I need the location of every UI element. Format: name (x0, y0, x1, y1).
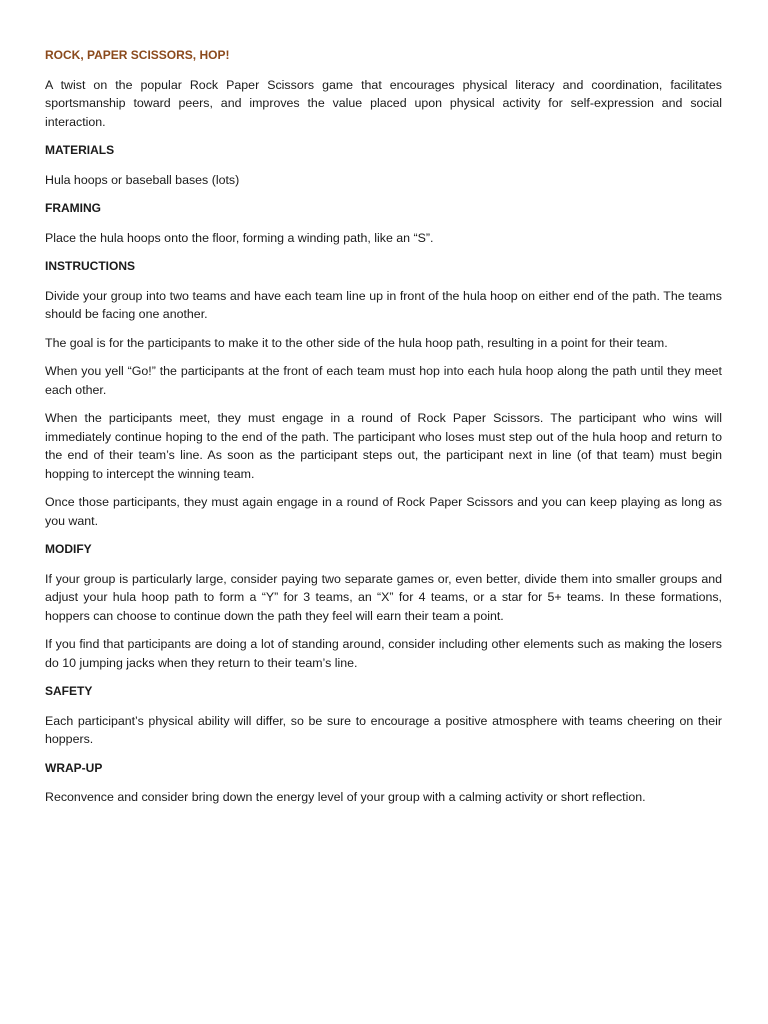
modify-heading: MODIFY (45, 542, 92, 556)
framing-text: Place the hula hoops onto the floor, forming a winding path, like an “S”. (45, 230, 434, 245)
intro-paragraph: A twist on the popular Rock Paper Scissors game that encourages physical literacy and coordination, facilitates sportsmanship toward peers, and improves the value placed upon physical activity for self-expression and social interaction. (45, 77, 722, 129)
safety-text: Each participant’s physical ability will differ, so be sure to encourage a positive atmosphere with teams cheering on their hoppers. (45, 713, 722, 746)
instructions-paragraph: When the participants meet, they must engage in a round of Rock Paper Scissors. The participant who wins will immediately continue hoping to the end of the path. The participant who loses must step out of the hula hoop and return to the end of their team’s line. As soon as the participant steps out, the participant next in line (of that team) must begin hopping to intercept the winning team. (45, 411, 722, 481)
wrapup-text: Reconvence and consider bring down the energy level of your group with a calming activity or short reflection. (45, 790, 646, 804)
modify-paragraph: If you find that participants are doing a lot of standing around, consider including other elements such as making the losers do 10 jumping jacks when they return to their team’s line. (45, 637, 722, 670)
instructions-paragraph: When you yell “Go!” the participants at the front of each team must hop into each hula hoop along the path until they meet each other. (45, 364, 722, 397)
wrapup-heading: WRAP-UP (45, 760, 103, 775)
safety-heading: SAFETY (45, 684, 93, 698)
instructions-paragraph: Once those participants, they must again engage in a round of Rock Paper Scissors and you can keep playing as long as you want. (45, 495, 722, 528)
framing-heading: FRAMING (45, 201, 101, 215)
instructions-heading: INSTRUCTIONS (45, 259, 135, 273)
document-page (45, 46, 722, 817)
materials-heading: MATERIALS (45, 143, 115, 157)
instructions-paragraph: The goal is for the participants to make it to the other side of the hula hoop path, resulting in a point for their team. (45, 335, 668, 350)
instructions-paragraph: Divide your group into two teams and have each team line up in front of the hula hoop on either end of the path. The teams should be facing one another. (45, 288, 722, 321)
document-title: ROCK, PAPER SCISSORS, HOP! (45, 48, 230, 62)
modify-paragraph: If your group is particularly large, consider paying two separate games or, even better, divide them into smaller groups and adjust your hula hoop path to form a “Y” for 3 teams, an “X” for 4 teams, or a star for 5+ teams. In these formations, hoppers can choose to continue down the path they feel will earn their team a point. (45, 571, 722, 623)
materials-text: Hula hoops or baseball bases (lots) (45, 172, 240, 187)
